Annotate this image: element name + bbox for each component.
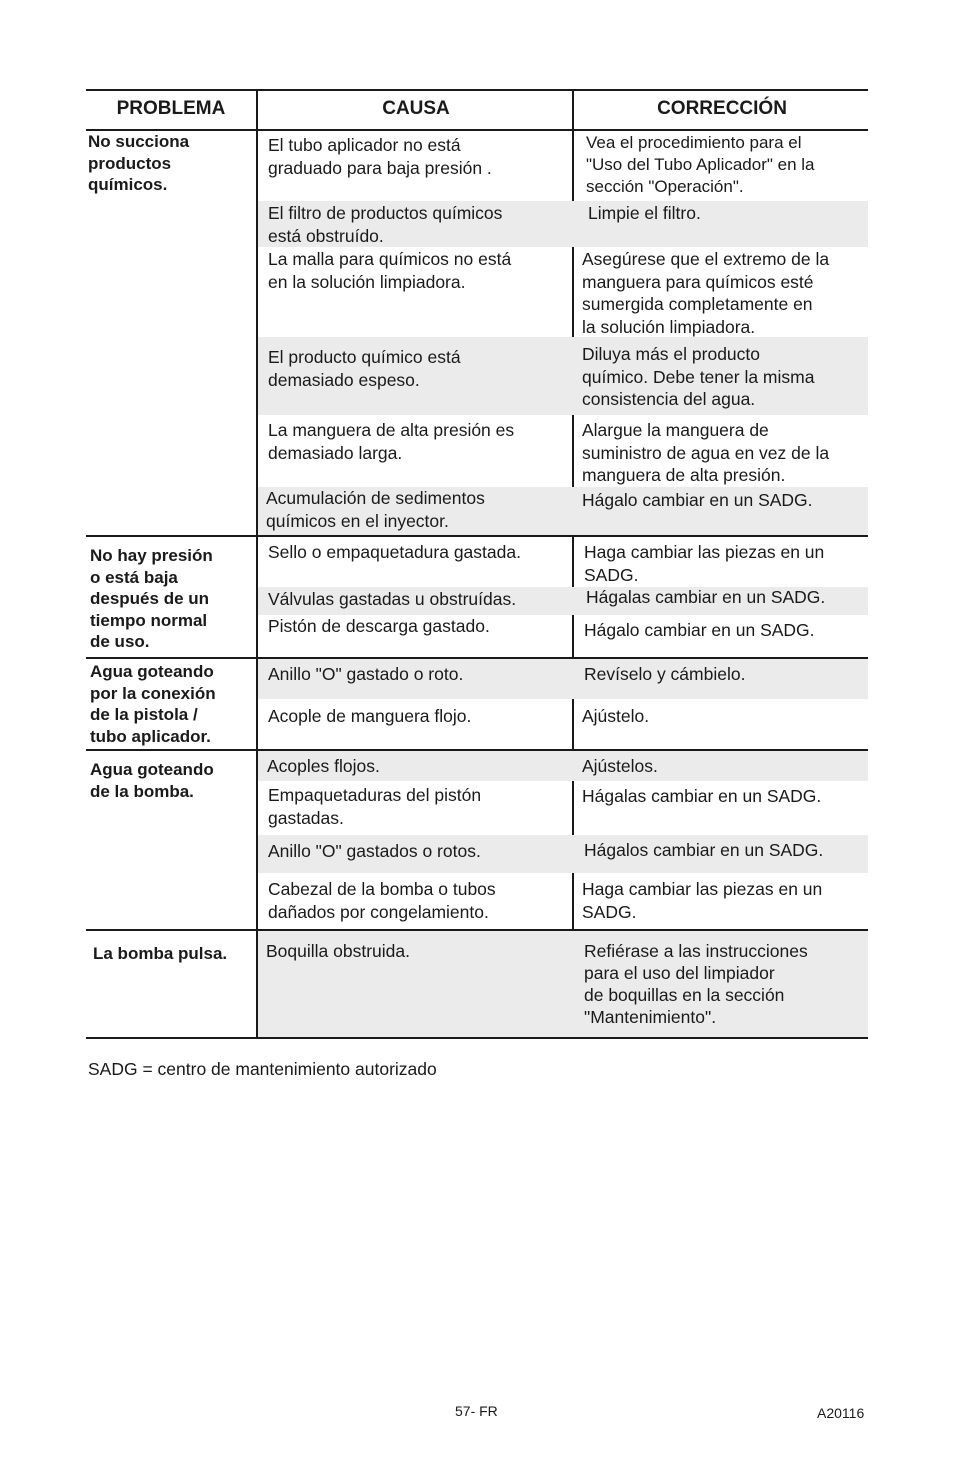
fix-text: Refiérase a las instrucciones para el uso del limpiador de boquillas en la sección "Mantenimiento". <box>584 941 808 1027</box>
table-row <box>258 835 868 873</box>
fix-text: Hágalo cambiar en un SADG. <box>582 490 813 510</box>
problem-label: La bomba pulsa. <box>93 944 228 963</box>
header-correccion: CORRECCIÓN <box>572 91 870 129</box>
header-problema: PROBLEMA <box>116 98 226 119</box>
page-number: 57- FR <box>455 1403 498 1419</box>
cause-text: Empaquetaduras del pistón gastadas. <box>268 785 482 828</box>
cause-text: Cabezal de la bomba o tubos dañados por congelamiento. <box>268 879 496 922</box>
fix-text: Revíselo y cámbielo. <box>584 664 746 684</box>
fix-text: Alargue la manguera de suministro de agua en vez de la manguera de alta presión. <box>582 420 830 485</box>
cause-text: El filtro de productos químicos está obstruído. <box>268 203 503 246</box>
problem-group <box>86 929 868 1039</box>
cause-text: Acumulación de sedimentos químicos en el inyector. <box>266 488 485 531</box>
cause-text: Anillo "O" gastado o roto. <box>268 664 464 684</box>
problem-label: Agua goteando de la bomba. <box>90 760 214 801</box>
table-row <box>258 537 868 587</box>
cause-text: Acople de manguera flojo. <box>268 706 472 726</box>
cause-text: Boquilla obstruida. <box>266 941 410 961</box>
problem-group <box>86 657 868 751</box>
table-row <box>258 201 868 247</box>
table-row <box>258 337 868 415</box>
problem-group <box>86 535 868 659</box>
problem-label: Agua goteando por la conexión de la pistola / tubo aplicador. <box>90 662 216 746</box>
fix-text: Haga cambiar las piezas en un SADG. <box>584 542 825 585</box>
footnote: SADG = centro de mantenimiento autorizado <box>88 1059 437 1079</box>
fix-text: Asegúrese que el extremo de la manguera para químicos esté sumergida completamente en la solución limpiadora. <box>582 249 830 337</box>
fix-text: Haga cambiar las piezas en un SADG. <box>582 879 823 922</box>
cause-text: Pistón de descarga gastado. <box>268 616 490 636</box>
table-row <box>258 129 868 201</box>
table-row <box>258 587 868 615</box>
table-row <box>258 931 868 1037</box>
fix-text: Ajústelo. <box>582 706 650 726</box>
cause-text: Anillo "O" gastados o rotos. <box>268 841 481 861</box>
fix-text: Hágalas cambiar en un SADG. <box>586 587 826 607</box>
problem-label: No succiona productos químicos. <box>88 132 190 194</box>
problem-group <box>86 749 868 931</box>
table-row <box>258 699 868 751</box>
fix-text: Diluya más el producto químico. Debe tener la misma consistencia del agua. <box>582 344 815 409</box>
cause-text: El producto químico está demasiado espeso. <box>268 347 461 390</box>
table-row <box>258 873 868 931</box>
problem-group <box>86 129 868 535</box>
cause-text: Acoples flojos. <box>267 756 380 776</box>
table-header <box>86 89 868 131</box>
table-row <box>258 751 868 781</box>
table-row <box>258 487 868 535</box>
table-row <box>258 781 868 835</box>
table-row <box>258 415 868 487</box>
troubleshooting-table <box>86 89 868 1027</box>
fix-text: Hágalos cambiar en un SADG. <box>584 840 824 860</box>
cause-text: El tubo aplicador no está graduado para baja presión . <box>268 135 492 178</box>
header-causa: CAUSA <box>256 91 574 129</box>
fix-text: Limpie el filtro. <box>588 203 701 223</box>
table-row <box>258 615 868 659</box>
fix-text: Hágalo cambiar en un SADG. <box>584 620 815 640</box>
cause-text: Válvulas gastadas u obstruídas. <box>268 589 517 609</box>
fix-text: Hágalas cambiar en un SADG. <box>582 786 822 806</box>
fix-text: Vea el procedimiento para el "Uso del Tubo Aplicador" en la sección "Operación". <box>586 133 815 196</box>
document-code: A20116 <box>817 1405 865 1421</box>
cause-text: La malla para químicos no está en la solución limpiadora. <box>268 249 512 292</box>
fix-text: Ajústelos. <box>582 756 658 776</box>
table-row <box>258 247 868 337</box>
cause-text: Sello o empaquetadura gastada. <box>268 542 521 562</box>
problem-label: No hay presión o está baja después de un tiempo normal de uso. <box>90 546 213 651</box>
table-row <box>258 659 868 699</box>
table-bottom-rule <box>86 1037 868 1039</box>
cause-text: La manguera de alta presión es demasiado larga. <box>268 420 515 463</box>
